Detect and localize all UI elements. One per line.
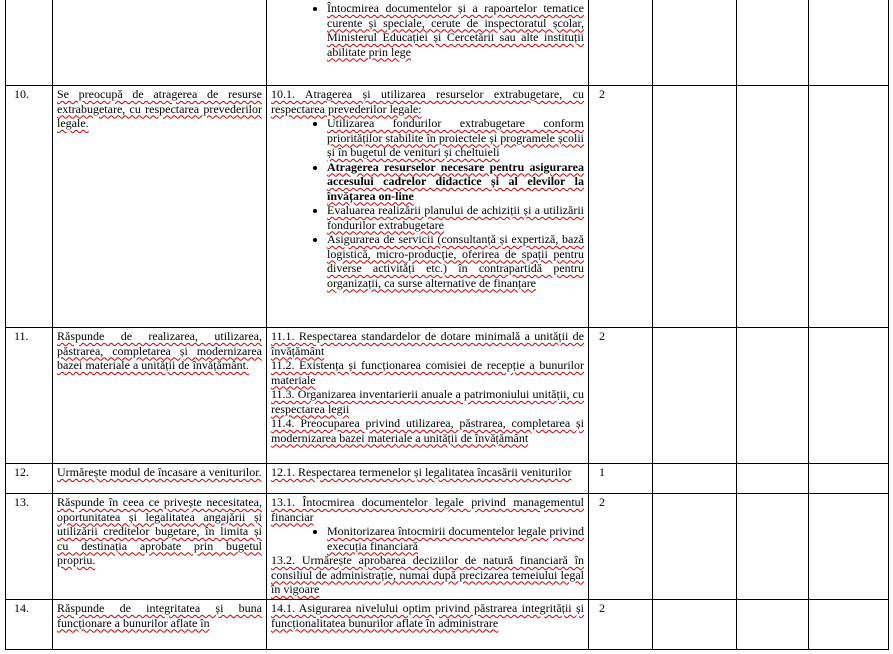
task-description-cell [53, 600, 267, 650]
task-description-cell [53, 494, 267, 600]
row-number: 11. [14, 329, 29, 343]
criteria-cell [267, 0, 589, 86]
criteria-cell [267, 328, 589, 464]
table-row [6, 494, 889, 600]
criteria-bullet-list [271, 116, 584, 290]
task-description-cell [53, 328, 267, 464]
criteria-cell [267, 86, 589, 328]
row-number-cell [6, 86, 53, 328]
max-score: 1 [599, 465, 605, 479]
row-number: 12. [14, 465, 29, 479]
max-score-cell [589, 494, 653, 600]
empty-score-cell[interactable] [809, 328, 889, 464]
criteria-cell [267, 600, 589, 650]
empty-score-cell[interactable] [653, 328, 737, 464]
evaluation-table [5, 0, 889, 650]
task-description: Răspunde de realizarea, utilizarea, păstrarea, completarea și modernizarea bazei materiale a unității de învățământ. [57, 329, 262, 372]
row-number-cell [6, 464, 53, 494]
max-score: 2 [599, 495, 605, 509]
row-number-cell [6, 600, 53, 650]
empty-score-cell[interactable] [809, 86, 889, 328]
max-score: 2 [599, 329, 605, 343]
criteria-intro: 13.1. Întocmirea documentelor legale privind managementul financiar [271, 495, 584, 524]
criteria-item: 11.4. Preocuparea privind utilizarea, păstrarea, completarea și modernizarea bazei materiale a unității de învățământ [271, 416, 584, 445]
task-description: Se preocupă de atragerea de resurse extrabugetare, cu respectarea prevederilor legale. [57, 87, 262, 130]
criteria-cell [267, 464, 589, 494]
task-description: Răspunde în ceea ce privește necesitatea, oportunitatea și legalitatea angajării și utilizării creditelor bugetare, în limita și cu destinația aprobate prin bugetul propriu. [57, 495, 262, 567]
row-number-cell [6, 328, 53, 464]
table-row [6, 86, 889, 328]
row-number: 10. [14, 87, 29, 101]
criteria-bullet-list [271, 1, 584, 59]
task-description-cell [53, 464, 267, 494]
max-score-cell [589, 0, 653, 86]
criteria-item: 11.3. Organizarea inventarierii anuale a patrimoniului unității, cu respectarea legii [271, 387, 584, 416]
criteria-bullet-item: • Utilizarea fondurilor extrabugetare conform priorităților stabilite în proiectele și programele școlii și în bugetul de venituri și cheltuieli [327, 116, 584, 160]
empty-score-cell[interactable] [809, 494, 889, 600]
table-row [6, 464, 889, 494]
criteria-bullet-item: • Atragerea resurselor necesare pentru asigurarea accesului cadrelor didactice și al elevilor la învățarea on-line [327, 160, 584, 204]
criteria-item: 11.2. Existența și funcționarea comisiei de recepție a bunurilor materiale [271, 358, 584, 387]
empty-score-cell[interactable] [737, 0, 809, 86]
criteria-item: 12.1. Respectarea termenelor și legalitatea încasării veniturilor [271, 465, 572, 479]
table-row [6, 328, 889, 464]
criteria-intro: 10.1. Atragerea și utilizarea resurselor extrabugetare, cu respectarea prevederilor legale: [271, 87, 584, 116]
max-score: 2 [599, 87, 605, 101]
task-description: Răspunde de integritatea și buna funcționare a bunurilor aflate în [57, 601, 262, 630]
criteria-bullet-item: • Asigurarea de servicii (consultanță și expertiză, bază logistică, micro-producție, oferirea de spații pentru diverse activități etc.) în contrapartidă pentru organizații, ca surse alternative de finanțare [327, 232, 584, 290]
task-description-cell [53, 86, 267, 328]
empty-score-cell[interactable] [737, 328, 809, 464]
criteria-cell [267, 494, 589, 600]
empty-score-cell[interactable] [737, 494, 809, 600]
empty-score-cell[interactable] [737, 464, 809, 494]
row-number-cell [6, 0, 53, 86]
empty-score-cell[interactable] [653, 0, 737, 86]
empty-score-cell[interactable] [809, 600, 889, 650]
criteria-bullet-item: • Evaluarea realizării planului de achiziții și a utilizării fondurilor extrabugetare [327, 203, 584, 232]
max-score-cell [589, 328, 653, 464]
table-row [6, 600, 889, 650]
criteria-bullet-item: • Monitorizarea întocmirii documentelor legale privind execuția financiară [327, 524, 584, 553]
criteria-item: 13.2. Urmărește aprobarea deciziilor de natură financiară în consiliul de administrație, numai după precizarea temeiului legal în vigoare [271, 553, 584, 596]
max-score: 2 [599, 601, 605, 615]
empty-score-cell[interactable] [653, 86, 737, 328]
criteria-bullet-list [271, 524, 584, 553]
max-score-cell [589, 86, 653, 328]
empty-score-cell[interactable] [653, 464, 737, 494]
empty-score-cell[interactable] [737, 86, 809, 328]
row-number-cell [6, 494, 53, 600]
criteria-item: 11.1. Respectarea standardelor de dotare minimală a unității de învățământ [271, 329, 584, 358]
criteria-item: 14.1. Asigurarea nivelului optim privind păstrarea integrității și funcționalitatea bunurilor aflate în administrare [271, 601, 584, 630]
empty-score-cell[interactable] [809, 0, 889, 86]
row-number: 13. [14, 495, 29, 509]
empty-score-cell[interactable] [653, 494, 737, 600]
task-description-cell [53, 0, 267, 86]
max-score-cell [589, 600, 653, 650]
max-score-cell [589, 464, 653, 494]
empty-score-cell[interactable] [737, 600, 809, 650]
criteria-bullet-item: • Întocmirea documentelor și a rapoartelor tematice curente și speciale, cerute de inspectoratul școlar, Ministerul Educației și Cercetării sau alte instituții abilitate prin lege [327, 1, 584, 59]
empty-score-cell[interactable] [809, 464, 889, 494]
row-number: 14. [14, 601, 29, 615]
table-row [6, 0, 889, 86]
empty-score-cell[interactable] [653, 600, 737, 650]
task-description: Urmărește modul de încasare a veniturilor. [57, 465, 262, 479]
